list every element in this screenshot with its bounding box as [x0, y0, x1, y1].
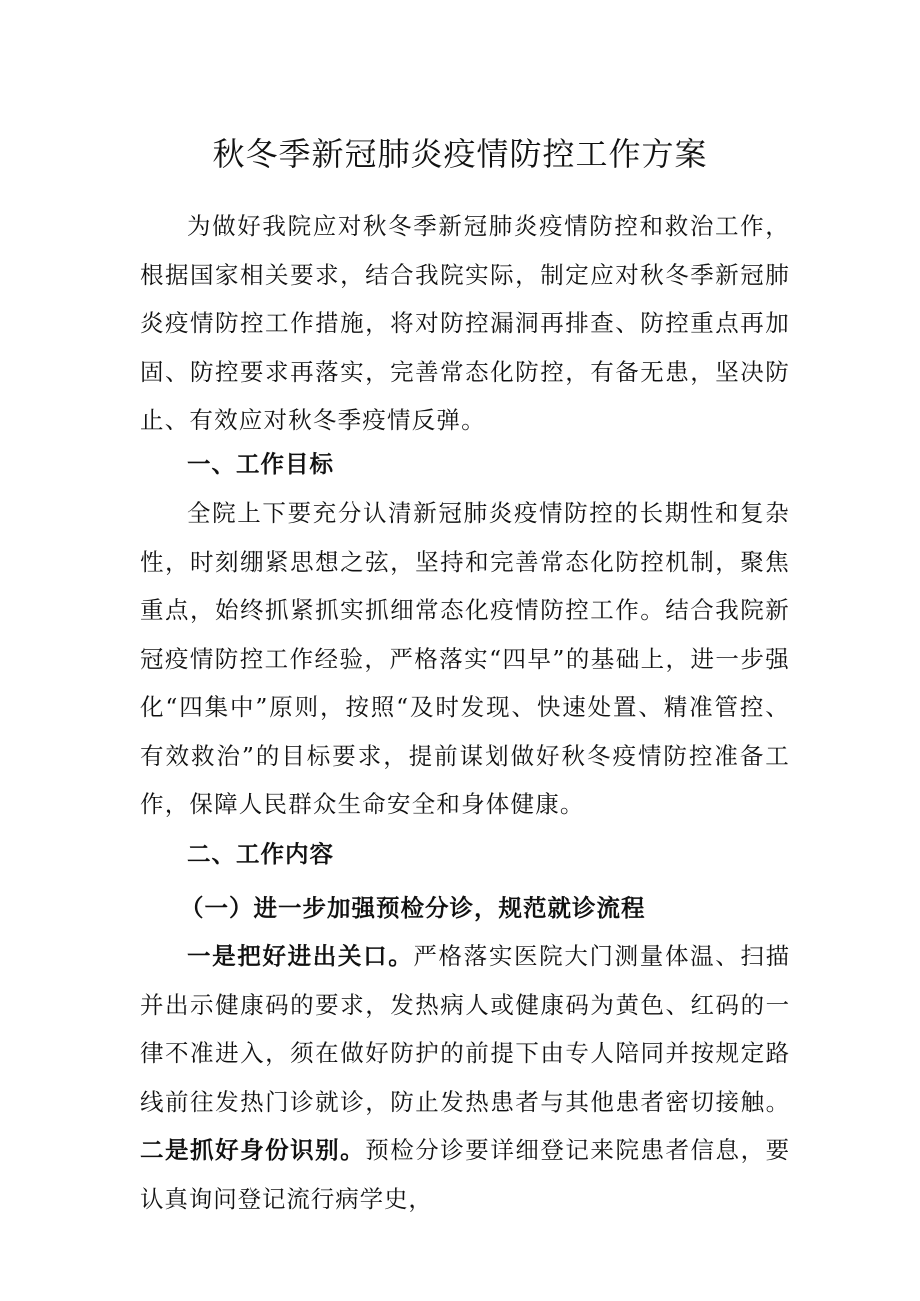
intro-paragraph: 为做好我院应对秋冬季新冠肺炎疫情防控和救治工作，根据国家相关要求，结合我院实际，制定应对秋冬季新冠肺炎疫情防控工作措施，将对防控漏洞再排查、防控重点再加固、防控要求再落实，完善常态化防控，有备无患，坚决防止、有效应对秋冬季疫情反弹。	[140, 212, 790, 434]
triage-text-entrance: 严格落实医院大门测量体温、扫描并出示健康码的要求，发热病人或健康码为黄色、红码的一律不准进入，须在做好防护的前提下由专人陪同并按规定路线前往发热门诊就诊，防止发热患者与其他患者密切接触。	[140, 942, 790, 1116]
section-heading-goals: 一、工作目标	[187, 450, 334, 478]
section-heading-content: 二、工作内容	[187, 840, 334, 868]
triage-paragraph	[140, 932, 790, 1223]
document-title: 秋冬季新冠肺炎疫情防控工作方案	[212, 135, 708, 173]
triage-text-identity: 预检分诊要详细登记来院患者信息，要认真询问登记流行病学史，	[140, 1136, 790, 1213]
triage-lead-identity: 二是抓好身份识别。	[140, 1136, 366, 1164]
subsection-heading-triage: （一）进一步加强预检分诊，规范就诊流程	[180, 894, 646, 922]
goals-paragraph: 全院上下要充分认清新冠肺炎疫情防控的长期性和复杂性，时刻绷紧思想之弦，坚持和完善常态化防控机制，聚焦重点，始终抓紧抓实抓细常态化疫情防控工作。结合我院新冠疫情防控工作经验，严格落实“四早”的基础上，进一步强化“四集中”原则，按照“及时发现、快速处置、精准管控、有效救治”的目标要求，提前谋划做好秋冬疫情防控准备工作，保障人民群众生命安全和身体健康。	[140, 499, 790, 818]
triage-lead-entrance: 一是把好进出关口。	[187, 942, 414, 970]
